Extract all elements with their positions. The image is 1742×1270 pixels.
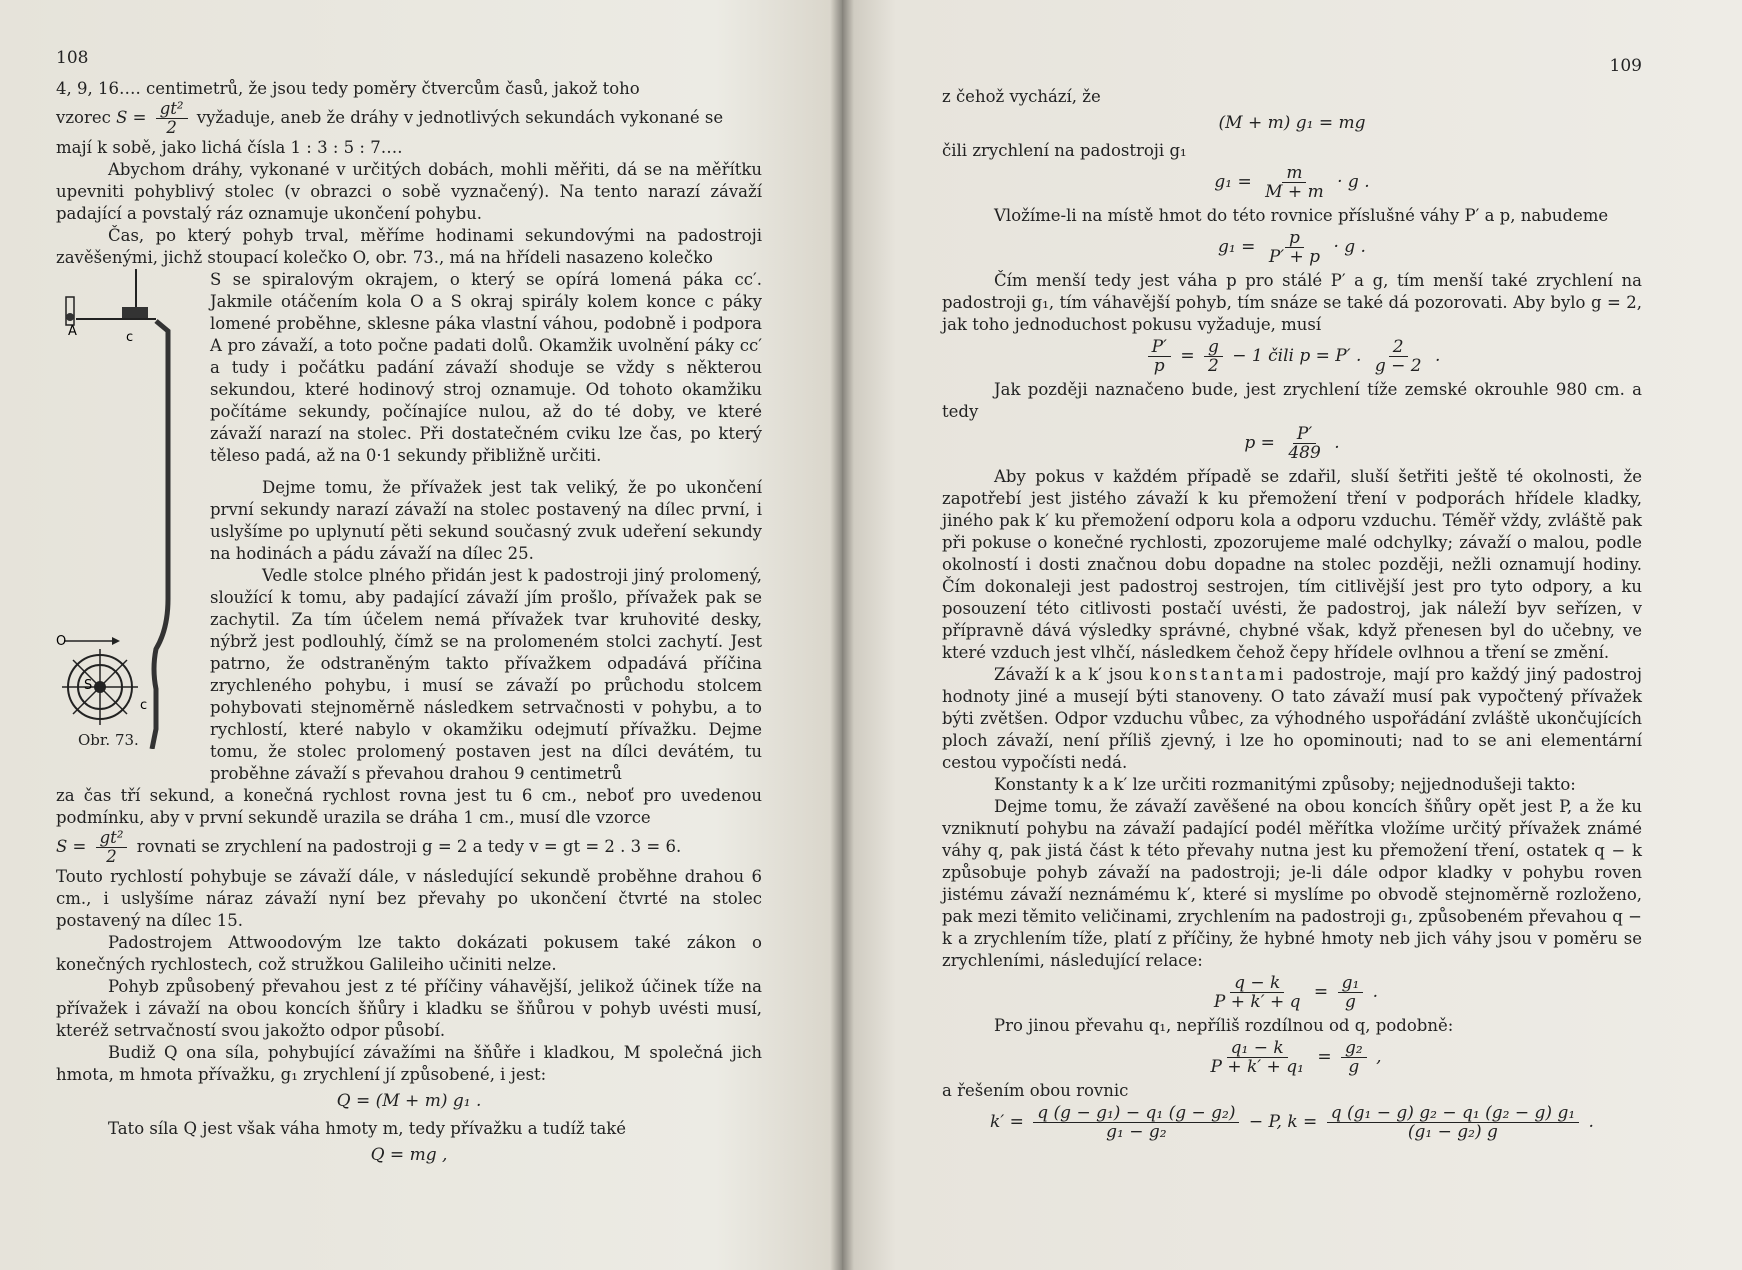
figure-caption: Obr. 73. xyxy=(78,731,139,749)
paragraph: Abychom dráhy, vykonané v určitých dobách, mohli měřiti, dá se na měřítku upevniti pohyblivý stolec (v obrazci o sobě vyznačený). Na tento narazí závaží padající a povstalý ráz oznamuje ukončení pohybu. xyxy=(56,160,762,223)
figure-block xyxy=(56,269,762,785)
figure-attwood-machine xyxy=(56,269,196,749)
equation: g₁ = $\frac{m}{M + m}$ · g . xyxy=(1214,163,1370,202)
left-page xyxy=(0,0,842,1270)
right-page xyxy=(842,0,1742,1270)
paragraph: Budiž Q ona síla, pohybující závažími na šňůře i kladkou, M společná jich hmota, m hmota přívažku, g₁ zrychlení jí způsobené, i jest: xyxy=(56,1043,762,1084)
page-number-left: 108 xyxy=(56,48,89,68)
paragraph: za čas tří sekund, a konečná rychlost rovna jest tu 6 cm., neboť pro uvedenou podmínku, aby v první sekundě urazila se dráha 1 cm., musí dle vzorce xyxy=(56,786,762,827)
paragraph: Tato síla Q jest však váha hmoty m, tedy přívažku a tudíž také xyxy=(108,1119,627,1138)
paragraph: 4, 9, 16…. centimetrů, že jsou tedy poměry čtvercům časů, jakož toho xyxy=(56,79,640,98)
paragraph: Touto rychlostí pohybuje se závaží dále, v následující sekundě proběhne drahou 6 cm., i uslyšíme náraz závaží nyní bez převahy po ukončení čtvrté na stolec postavený na dílec 15. xyxy=(56,867,762,930)
equation: $\frac{\text{q₁ − k}}{\text{P + k′ + q₁}}$ = $\frac{\text{g₂}}{g}$ , xyxy=(1210,1038,1382,1077)
equation: k′ = $\frac{\text{q (g − g₁) − q₁ (g − g₂)}}{\text{g₁ − g₂}}$ − P, k = $\frac{\text{q (g₁ − g) g₂ − q₁ (g₂ − g) g₁}}{\text{(g₁ − g₂) g}}$ . xyxy=(990,1103,1594,1142)
paragraph: Padostrojem Attwoodovým lze takto dokázati pokusem také zákon o konečných rychlostech, což stružkou Galileiho učiniti nelze. xyxy=(56,933,762,974)
paragraph: Závaží k a k′ jsou konstantami padostroje, mají pro každý jiný padostroj hodnoty jiné a musejí býti stanoveny. O tato závaží musí pak vypočtený přívažek býti zvětšen. Odpor vzduchu vůbec, za výhodného uspořádání zvláště ukončujících ploch závaží, není příliš zjevný, i lze ho opominouti; nad to se ani elementární cestou vypočísti nedá. xyxy=(942,665,1643,772)
svg-text:A: A xyxy=(68,324,77,339)
paragraph: čili zrychlení na padostroji g₁ xyxy=(942,141,1187,160)
equation: (M + m) g₁ = mg xyxy=(1218,113,1366,133)
paragraph: Vložíme-li na místě hmot do této rovnice příslušné váhy P′ a p, nabudeme xyxy=(994,206,1609,225)
equation: $\frac{q - k}{P + k' + q}$ = $\frac{\text{g₁}}{g}$ . xyxy=(1213,973,1379,1012)
paragraph: Čas, po který pohyb trval, měříme hodinami sekundovými na padostroji zavěšenými, jichž stoupací kolečko O, obr. 73., má na hřídeli nasazeno kolečko xyxy=(56,226,762,267)
paragraph: Dejme tomu, že závaží zavěšené na obou koncích šňůry opět jest P, a že ku vzniknutí pohybu na závaží padající podél měřítka vložíme určitý přívažek známé váhy q, pak jistá část k této převahy nutna jest ku přemožení tření, ostatek q − k způsobuje pohyb závaží na padostroji; je-li dále odpor kladky v pohybu roven jistému závaží neznámému k′, které si myslíme po obvodě stejnoměrně rozloženo, pak mezi těmito veličinami, zrychlením na padostroji g₁, způsobeném převahou q − k a zrychlením tíže, platí z příčiny, že hybné hmoty neb jich váhy jsou v poměru se zrychleními, následující relace: xyxy=(942,797,1642,970)
fraction: $\frac{\text{gt²}}{2}$ xyxy=(96,829,128,866)
paragraph: S se spiralovým okrajem, o který se opírá lomená páka cc′. Jakmile otáčením kola O a S okraj spirály kolem konce c páky lomené proběhne, sklesne páka vlastní váhou, podobně i podpora A pro závaží, a toto počne padati dolů. Okamžik uvolnění páky cc′ a tudy i počátku padání závaží shoduje se vždy s některou sekundou, které hodinový stroj oznamuje. Od tohoto okamžiku počítáme sekundy, počínajíce nulou, až do té doby, ve které závaží narazí na stolec. Při dostatečném cviku lze čas, po který těleso padá, až na 0·1 sekundy přibližně určiti. xyxy=(210,270,762,465)
paragraph: Vedle stolce plného přidán jest k padostroji jiný prolomený, sloužící k tomu, aby padající závaží jím prošlo, přívažek pak se zachytil. Za tím účelem nemá přívažek tvar kruhovité desky, nýbrž jest podlouhlý, čímž se na prolomeném stolci zachytí. Jest patrno, že odstraněným takto přívažkem odpadává příčina zrychleného pohybu, i musí se závaží po průchodu stolcem pohybovati stejnoměrně následkem setrvačnosti v pohybu, a to rychlostí, které nabylo v okamžiku odejmutí přívažku. Dejme tomu, že stolec prolomený postaven jest na dílci devátém, tu proběhne závaží s převahou drahou 9 centimetrů xyxy=(210,566,762,783)
paragraph: Dejme tomu, že přívažek jest tak veliký, že po ukončení první sekundy narazí závaží na stolec postavený na dílec první, i uslyšíme po uplynutí pěti sekund současný zvuk udeření sekundy na hodinách a pádu závaží na dílec 25. xyxy=(210,478,762,563)
equation: Q = (M + m) g₁ . xyxy=(336,1091,482,1111)
equation: p = $\frac{P'}{489}$ . xyxy=(1244,424,1340,463)
paragraph: Pro jinou převahu q₁, nepříliš rozdílnou od q, podobně: xyxy=(994,1016,1454,1035)
equation: $\frac{P'}{p}$ = $\frac{g}{2}$ − 1 čili p = P′ . $\frac{2}{g - 2}$ . xyxy=(942,338,1642,375)
book-gutter xyxy=(830,0,854,1270)
paragraph: z čehož vychází, že xyxy=(942,87,1101,106)
svg-text:O: O xyxy=(56,634,67,649)
paragraph: Pohyb způsobený převahou jest z té příčiny váhavější, jelikož účinek tíže na přívažek i závaží na obou koncích šňůry i kladku se šňůrou v pohyb uvésti musí, kteréž setrvačností svou jakožto odpor působí. xyxy=(56,977,762,1040)
paragraph: a řešením obou rovnic xyxy=(942,1081,1129,1100)
equation: g₁ = $\frac{p}{P' + p}$ · g . xyxy=(1218,228,1366,267)
svg-text:c: c xyxy=(140,698,148,713)
page-number-right: 109 xyxy=(1609,56,1642,76)
paragraph: Aby pokus v každém případě se zdařil, sluší šetřiti ještě té okolnosti, že zapotřebí jest jistého závaží k ku přemožení tření v podporách hřídele kladky, jiného pak k′ ku přemožení odporu kola a odporu vzduchu. Téměř vždy, zvláště pak při pokuse o konečné rychlosti, zpozorujeme malé odchylky; závaží o malou, podle okolností i dosti značnou dobu dopadne na stolec později, nežli oznamují hodiny. Čím dokonaleji jest padostroj sestrojen, tím citlivější jest pro tyto odpory, a ku posouzení této citlivosti postačí uvésti, že padostroj, jak náleží byv seřízen, v přípravně dává výsledky správné, chybné však, když přenesen byl do učebny, ve které vzduch jest vlhčí, následkem čehož čepy hřídele ovlhnou a tření se změní. xyxy=(942,467,1642,662)
attwood-diagram xyxy=(56,269,196,749)
paragraph: Čím menší tedy jest váha p pro stálé P′ a g, tím menší také zrychlení na padostroji g₁, tím váhavější pohyb, tím snáze se také dá pozorovati. Aby bylo g = 2, jak toho jednoduchost pokusu vyžaduje, musí xyxy=(942,271,1642,334)
fraction: $\frac{\text{gt²}}{2}$ xyxy=(156,100,188,137)
svg-text:S: S xyxy=(84,678,93,693)
paragraph: Jak později naznačeno bude, jest zrychlení tíže zemské okrouhle 980 cm. a tedy xyxy=(942,380,1642,421)
equation: Q = mg , xyxy=(370,1145,448,1165)
paragraph: mají k sobě, jako lichá čísla 1 : 3 : 5 : 7…. xyxy=(56,138,403,157)
paragraph: vzorec S = $\frac{\text{gt²}}{2}$ vyžaduje, aneb že dráhy v jednotlivých sekundách vykonané se xyxy=(56,99,724,137)
paragraph: Konstanty k a k′ lze určiti rozmanitými způsoby; nejjednodušeji takto: xyxy=(994,775,1576,794)
paragraph: S = $\frac{\text{gt²}}{2}$ rovnati se zrychlení na padostroji g = 2 a tedy v = gt = 2 . 3 = 6. xyxy=(56,828,682,866)
svg-text:c: c xyxy=(126,330,134,345)
figure-side-text xyxy=(210,269,762,785)
